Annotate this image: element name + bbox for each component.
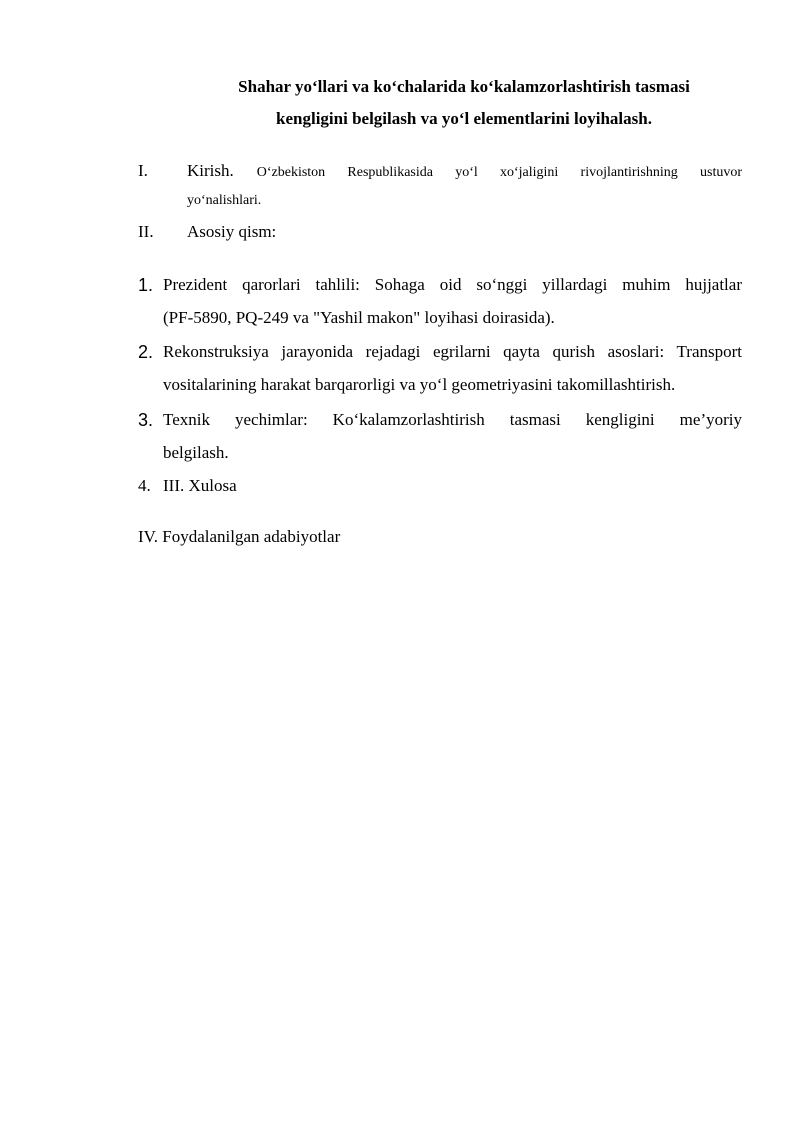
section-main-heading: Asosiy qism:	[187, 222, 277, 241]
list-item-3-line-1: Texnik yechimlar: Ko‘kalamzorlashtirish tasmasi kengligini me’yoriy	[163, 410, 742, 429]
section-intro-heading: Kirish.	[187, 161, 234, 180]
section-intro-line-1	[187, 161, 742, 183]
list-item-2-line-1: Rekonstruksiya jarayonida rejadagi egrilarni qayta qurish asoslari: Transport	[163, 342, 742, 361]
list-item-4-line-1: III. Xulosa	[163, 476, 237, 495]
section-intro-text	[187, 161, 742, 183]
section-label-intro: I.	[138, 161, 148, 180]
list-item-number-4: 4.	[138, 476, 151, 495]
references-heading: IV. Foydalanilgan adabiyotlar	[138, 527, 341, 546]
list-item-1-line-1: Prezident qarorlari tahlili: Sohaga oid so‘nggi yillardagi muhim hujjatlar	[163, 275, 742, 294]
section-intro-line-2: yo‘nalishlari.	[187, 193, 262, 208]
list-item-number-3: 3.	[138, 410, 154, 430]
section-label-main: II.	[138, 222, 154, 241]
list-item-number-1: 1.	[138, 275, 154, 295]
list-item-1-line-2: (PF-5890, PQ-249 va "Yashil makon" loyihasi doirasida).	[163, 308, 555, 327]
list-item-2-line-2: vositalarining harakat barqarorligi va yo‘l geometriyasini takomillashtirish.	[163, 375, 676, 394]
document-title-line-2: kengligini belgilash va yo‘l elementlarini loyihalash.	[276, 109, 652, 128]
document-title-line-1: Shahar yo‘llari va ko‘chalarida ko‘kalamzorlashtirish tasmasi	[238, 77, 690, 96]
section-intro-description: O‘zbekiston Respublikasida yo‘l xo‘jaligini rivojlantirishning ustuvor	[256, 165, 743, 180]
list-item-number-2: 2.	[138, 342, 154, 362]
list-item-3-line-2: belgilash.	[163, 443, 229, 462]
